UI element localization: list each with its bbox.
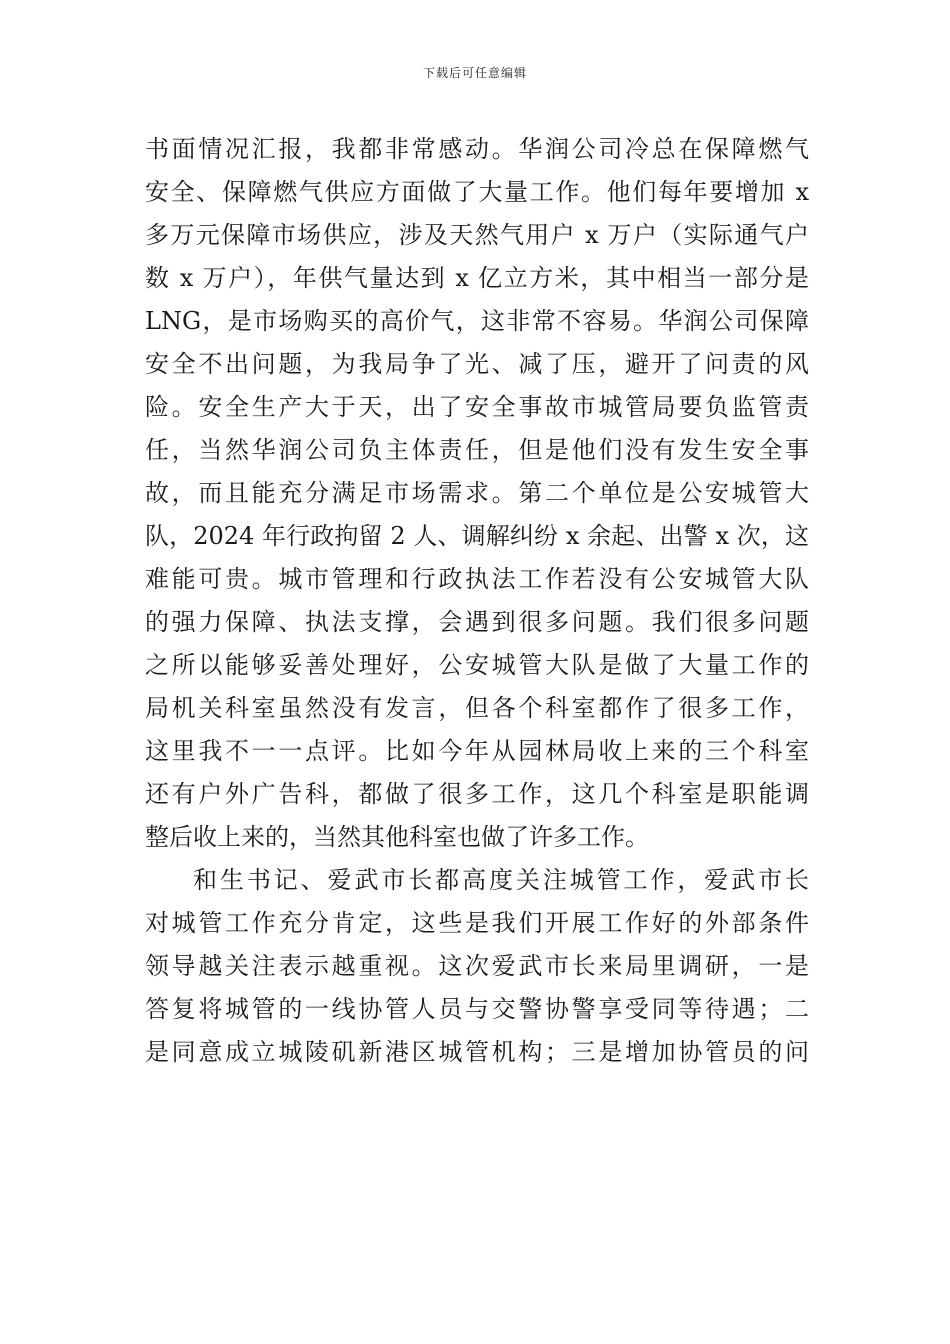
- text-line: 这里我不一一点评。比如今年从园林局收上来的三个科室: [145, 737, 809, 765]
- text-line: 整后收上来的，当然其他科室也做了许多工作。: [145, 823, 649, 851]
- paragraph-1: [145, 128, 809, 859]
- text-line: 对城管工作充分肯定，这些是我们开展工作好的外部条件: [145, 909, 809, 937]
- document-body: [145, 128, 809, 1074]
- text-line: 局机关科室虽然没有发言，但各个科室都作了很多工作，: [145, 694, 809, 722]
- text-line: 故，而且能充分满足市场需求。第二个单位是公安城管大: [145, 479, 809, 507]
- text-line: 是同意成立城陵矶新港区城管机构；三是增加协管员的问: [145, 1038, 809, 1066]
- text-line: 安全不出问题，为我局争了光、减了压，避开了问责的风: [145, 350, 809, 378]
- text-line: 安全、保障燃气供应方面做了大量工作。他们每年要增加 x: [145, 178, 809, 206]
- text-line: 难能可贵。城市管理和行政执法工作若没有公安城管大队: [145, 565, 809, 593]
- text-line: 险。安全生产大于天，出了安全事故市城管局要负监管责: [145, 393, 809, 421]
- text-line: 和生书记、爱武市长都高度关注城管工作，爱武市长: [193, 866, 809, 894]
- text-line: 多万元保障市场供应，涉及天然气用户 x 万户（实际通气户: [145, 221, 809, 249]
- text-line: 之所以能够妥善处理好，公安城管大队是做了大量工作的: [145, 651, 809, 679]
- text-line: 任，当然华润公司负主体责任，但是他们没有发生安全事: [145, 436, 809, 464]
- text-line: 书面情况汇报，我都非常感动。华润公司冷总在保障燃气: [145, 135, 809, 163]
- text-line: LNG，是市场购买的高价气，这非常不容易。华润公司保障: [145, 307, 809, 335]
- text-line: 领导越关注表示越重视。这次爱武市长来局里调研，一是: [145, 952, 809, 980]
- text-line: 数 x 万户），年供气量达到 x 亿立方米，其中相当一部分是: [145, 264, 809, 292]
- text-line: 答复将城管的一线协管人员与交警协警享受同等待遇；二: [145, 995, 809, 1023]
- text-line: 队，2024 年行政拘留 2 人、调解纠纷 x 余起、出警 x 次，这: [145, 522, 809, 550]
- paragraph-2: [145, 859, 809, 1074]
- text-line: 还有户外广告科，都做了很多工作，这几个科室是职能调: [145, 780, 809, 808]
- page-header-note: 下载后可任意编辑: [422, 66, 527, 80]
- text-line: 的强力保障、执法支撑，会遇到很多问题。我们很多问题: [145, 608, 809, 636]
